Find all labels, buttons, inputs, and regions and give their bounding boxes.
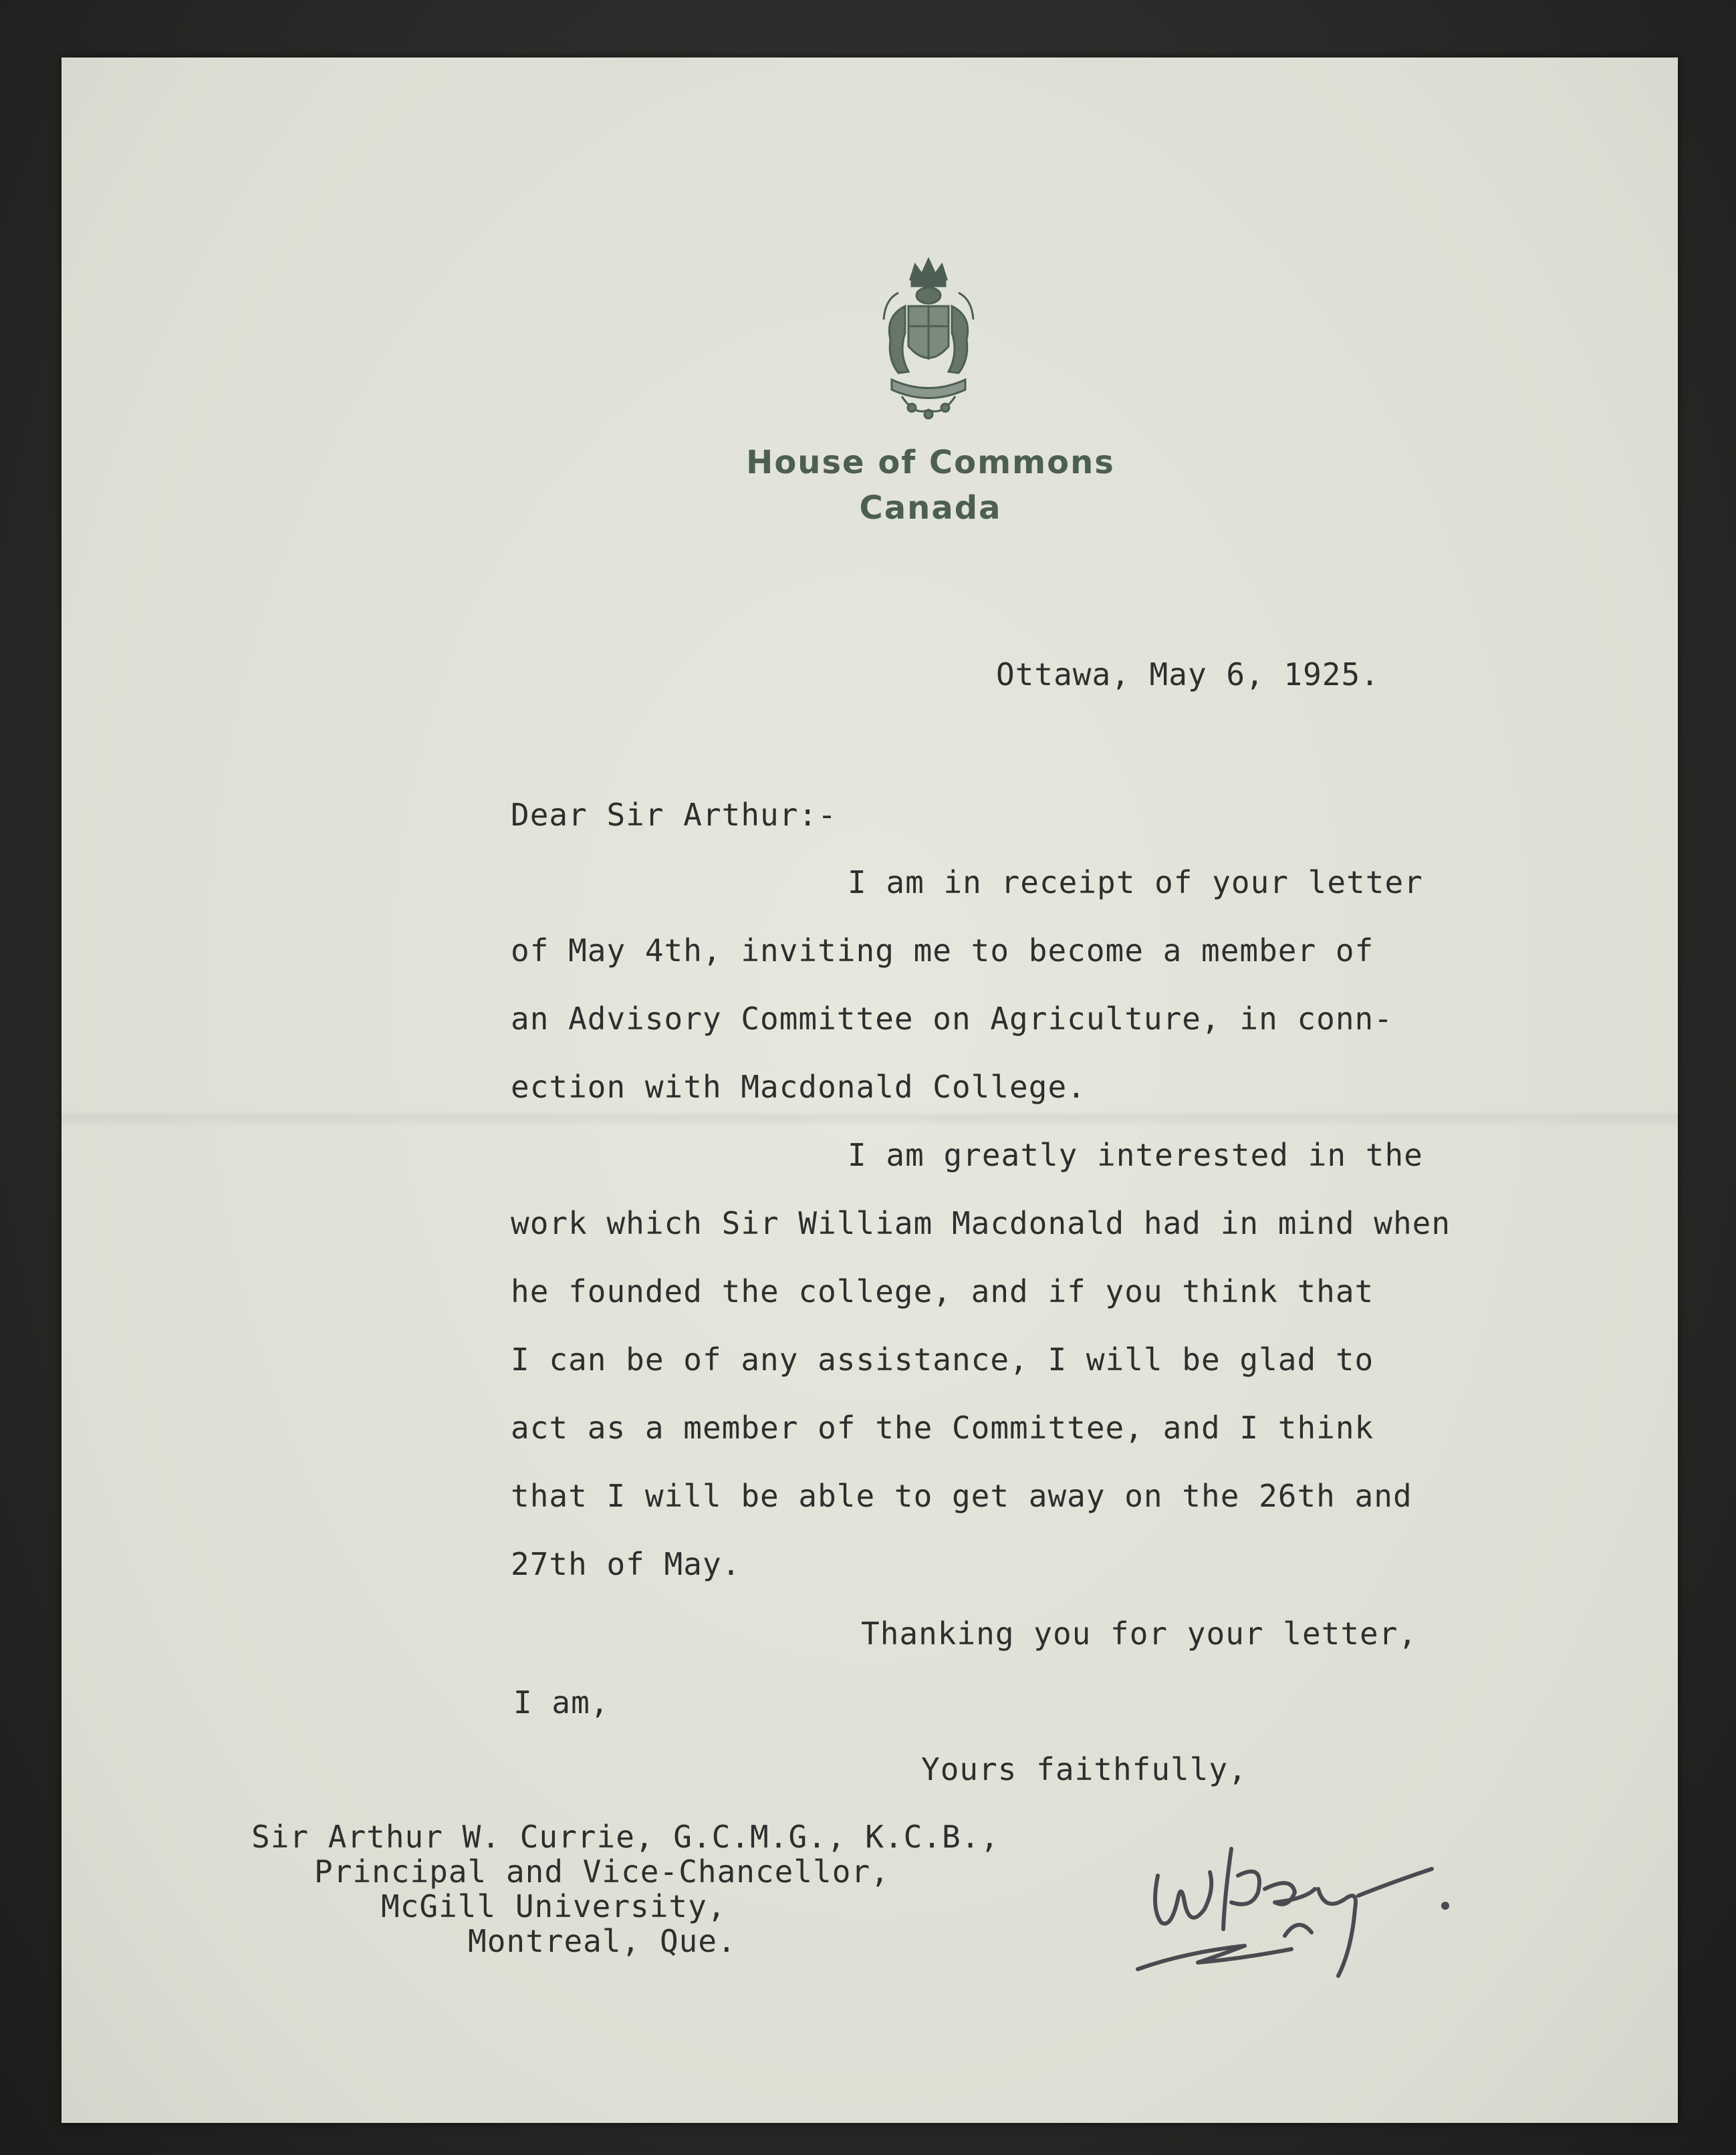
sign-off: Yours faithfully, xyxy=(921,1751,1247,1787)
recipient-line: McGill University, xyxy=(381,1888,727,1924)
body-line: an Advisory Committee on Agriculture, in conn- xyxy=(511,1001,1393,1037)
letter-date: Ottawa, May 6, 1925. xyxy=(996,656,1380,692)
handwritten-signature xyxy=(1131,1835,1479,1996)
recipient-line: Principal and Vice-Chancellor, xyxy=(314,1854,890,1890)
salutation: Dear Sir Arthur:- xyxy=(511,797,837,833)
body-line: I am in receipt of your letter xyxy=(848,864,1423,900)
body-line: work which Sir William Macdonald had in mind when xyxy=(511,1205,1451,1241)
body-line: that I will be able to get away on the 26th and xyxy=(511,1478,1412,1514)
recipient-line: Sir Arthur W. Currie, G.C.M.G., K.C.B., xyxy=(251,1819,1000,1855)
body-line: I can be of any assistance, I will be glad to xyxy=(511,1342,1374,1378)
letter-page xyxy=(61,57,1678,2123)
letterhead-title: House of Commons xyxy=(746,444,1115,481)
body-line: act as a member of the Committee, and I think xyxy=(511,1410,1374,1446)
closing-line: Thanking you for your letter, xyxy=(861,1616,1418,1652)
body-line: ection with Macdonald College. xyxy=(511,1069,1086,1105)
recipient-line: Montreal, Que. xyxy=(468,1923,737,1959)
letterhead-subtitle: Canada xyxy=(859,489,1002,527)
body-line: he founded the college, and if you think that xyxy=(511,1273,1374,1309)
coat-of-arms-icon xyxy=(878,253,979,421)
body-line: of May 4th, inviting me to become a member of xyxy=(511,932,1374,969)
i-am-line: I am, xyxy=(513,1684,610,1721)
body-line: 27th of May. xyxy=(511,1546,741,1582)
body-line: I am greatly interested in the xyxy=(848,1137,1423,1173)
